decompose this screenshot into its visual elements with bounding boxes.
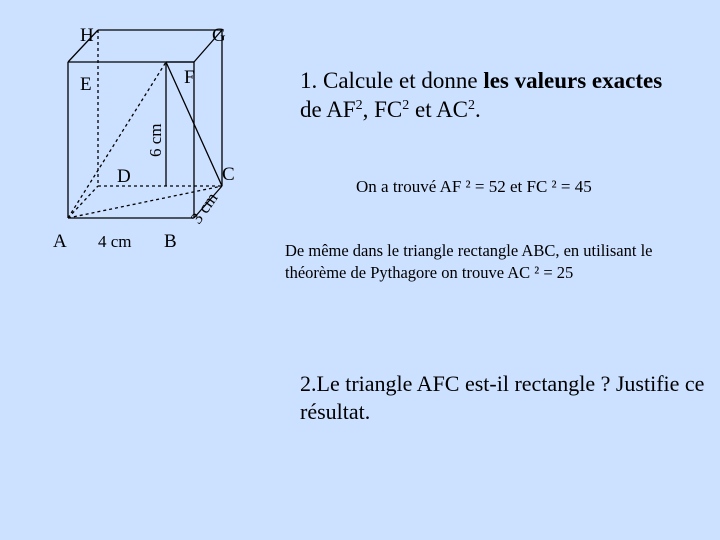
vertex-label-H: H <box>80 25 94 46</box>
pythagore-text: De même dans le triangle rectangle ABC, en utilisant le théorème de Pythagore on trouve AC ² = 25 <box>285 241 653 282</box>
question-1-bold: les valeurs exactes <box>483 68 663 93</box>
found-values-text: On a trouvé AF ² = 52 et FC ² = 45 <box>356 177 592 196</box>
vertex-label-E: E <box>80 74 92 95</box>
question-1-line2: de AF <box>300 97 356 122</box>
vertex-label-G: G <box>212 25 226 46</box>
question-1-sup-1: 2 <box>355 98 363 113</box>
dimension-height-label: 6 cm <box>146 123 165 157</box>
question-1-sep-2: et AC <box>409 97 469 122</box>
vertex-label-C: C <box>222 164 235 185</box>
dimension-width-label: 3 cm <box>186 188 222 228</box>
question-1-sep-1: , FC <box>362 97 403 122</box>
vertex-label-B: B <box>164 231 177 252</box>
vertex-label-F: F <box>184 67 195 88</box>
dimension-length-label: 4 cm <box>98 232 132 251</box>
question-1-sup-3: 2 <box>468 98 476 113</box>
question-2: 2.Le triangle AFC est-il rectangle ? Justifie ce résultat. <box>300 371 705 424</box>
vertex-label-D: D <box>117 166 131 187</box>
question-1 <box>300 66 710 124</box>
question-1-end: . <box>475 97 481 122</box>
vertex-label-A: A <box>53 231 67 252</box>
question-1-sup-2: 2 <box>402 98 410 113</box>
question-1-prefix: 1. Calcule et donne <box>300 68 484 93</box>
